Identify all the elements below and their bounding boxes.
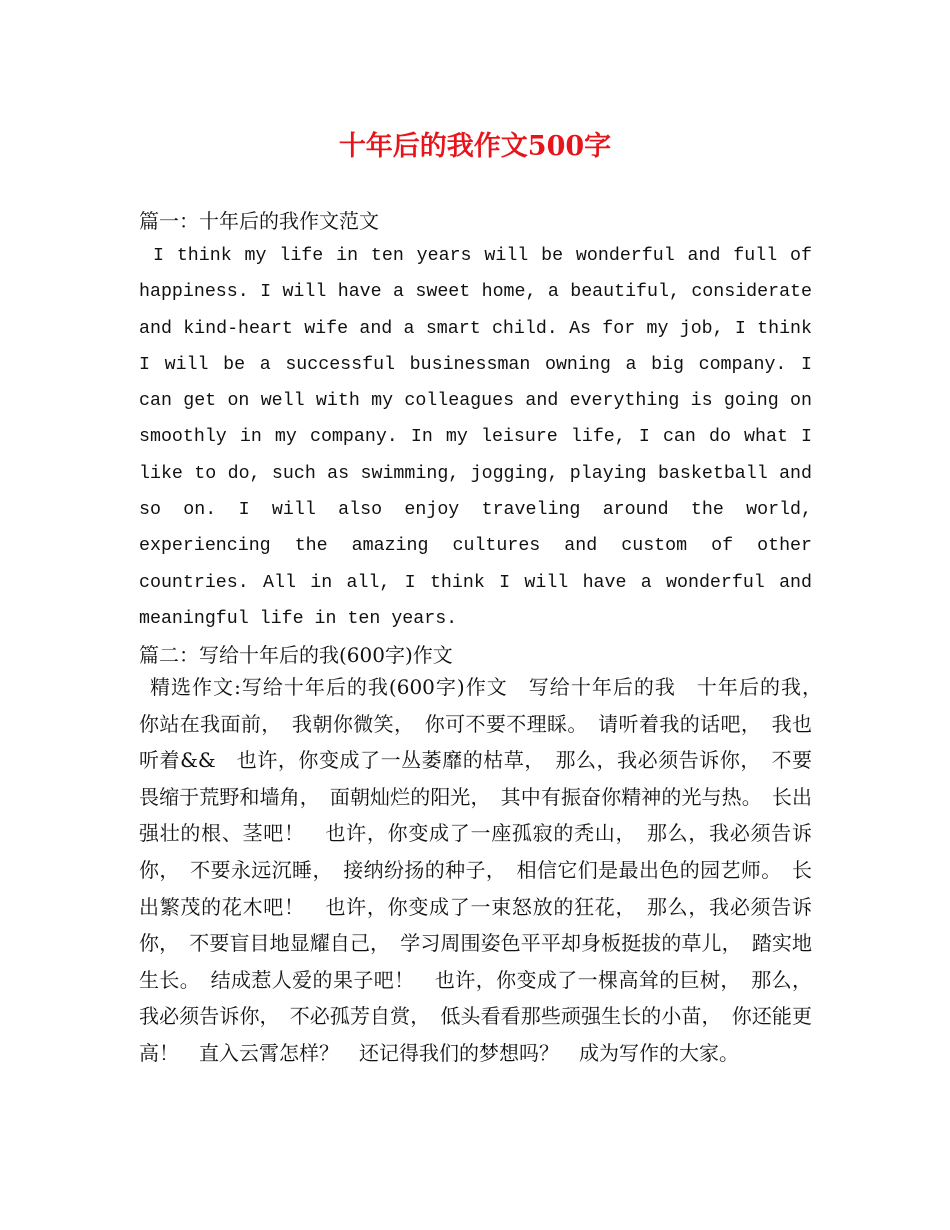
section-1-body xyxy=(139,238,812,637)
section-1-text: I think my life in ten years will be wonderful and full of happiness. I will have a sweet home, a beautiful, considerate and kind-heart wife and a smart child. As for my job, I think I will be a successful businessman owning a big company. I can get on well with my colleagues and everything is going on smoothly in my company. In my leisure life, I can do what I like to do, such as swimming, jogging, playing basketball and so on. I will also enjoy traveling around the world, experiencing the amazing cultures and custom of other countries. All in all, I think I will have a wonderful and meaningful life in ten years. xyxy=(139,246,812,629)
section-1-heading: 篇一：十年后的我作文范文 xyxy=(139,209,379,233)
section-2-text: 精选作文:写给十年后的我(600字)作文 写给十年后的我 十年后的我， 你站在我面前， 我朝你微笑， 你可不要不理睬。 请听着我的话吧， 我也听着&& 也许，你变成了一丛萎靡的枯草， 那么，我必须告诉你， 不要畏缩于荒野和墙角， 面朝灿烂的阳光， 其中有振奋你精神的光与热。 长出强壮的根、茎吧！ 也许，你变成了一座孤寂的秃山， 那么，我必须告诉你， 不要永远沉睡， 接纳纷扬的种子， 相信它们是最出色的园艺师。 长出繁茂的花木吧！ 也许，你变成了一束怒放的狂花， 那么，我必须告诉你， 不要盲目地显耀自己， 学习周围姿色平平却身板挺拔的草儿， 踏实地生长。 结成惹人爱的果子吧！ 也许，你变成了一棵高耸的巨树， 那么，我必须告诉你， 不必孤芳自赏， 低头看看那些顽强生长的小苗， 你还能更高！ 直入云霄怎样？ 还记得我们的梦想吗？ 成为写作的大家。 xyxy=(139,675,832,1065)
section-2-heading: 篇二：写给十年后的我(600字)作文 xyxy=(139,643,453,667)
section-2-body xyxy=(139,669,832,1072)
document-title: 十年后的我作文500字 xyxy=(338,131,612,162)
